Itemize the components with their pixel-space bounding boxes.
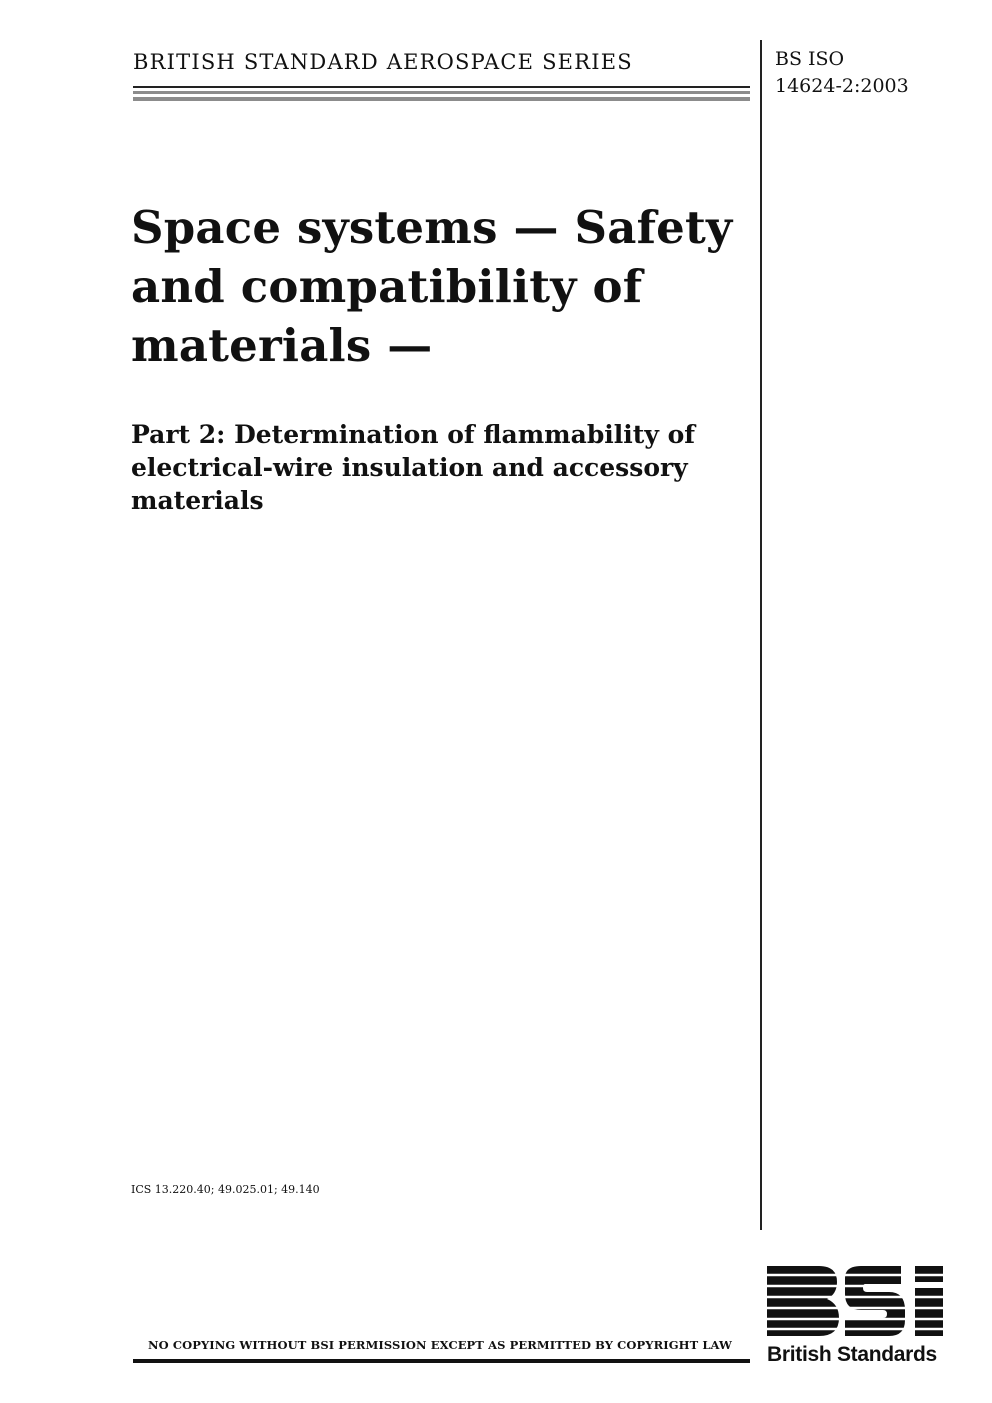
part-title (131, 418, 756, 517)
main-title (131, 198, 756, 375)
main-title-line-1: Space systems — Safety (131, 201, 733, 254)
header-rule-grey-1 (133, 91, 750, 94)
main-title-line-2: and compatibility of (131, 260, 643, 313)
header-rule-grey-2 (133, 97, 750, 101)
part-title-line-2: electrical-wire insulation and accessory (131, 453, 688, 482)
standard-number-line-2: 14624-2:2003 (775, 75, 909, 97)
standard-number-line-1: BS ISO (775, 48, 845, 70)
ics-codes: ICS 13.220.40; 49.025.01; 49.140 (131, 1183, 320, 1196)
standard-number (775, 46, 909, 100)
main-title-line-3: materials — (131, 319, 433, 372)
vertical-rule (760, 40, 762, 1230)
bsi-logo (762, 1262, 952, 1372)
bsi-logo-mark (765, 1262, 947, 1340)
copyright-notice: NO COPYING WITHOUT BSI PERMISSION EXCEPT AS PERMITTED BY COPYRIGHT LAW (148, 1338, 733, 1352)
footer-rule (133, 1359, 750, 1363)
series-label: BRITISH STANDARD AEROSPACE SERIES (133, 50, 633, 74)
bsi-logo-caption: British Standards (767, 1343, 937, 1366)
header-rule (133, 86, 750, 88)
part-title-line-3: materials (131, 486, 264, 515)
part-title-line-1: Part 2: Determination of flammability of (131, 420, 696, 449)
